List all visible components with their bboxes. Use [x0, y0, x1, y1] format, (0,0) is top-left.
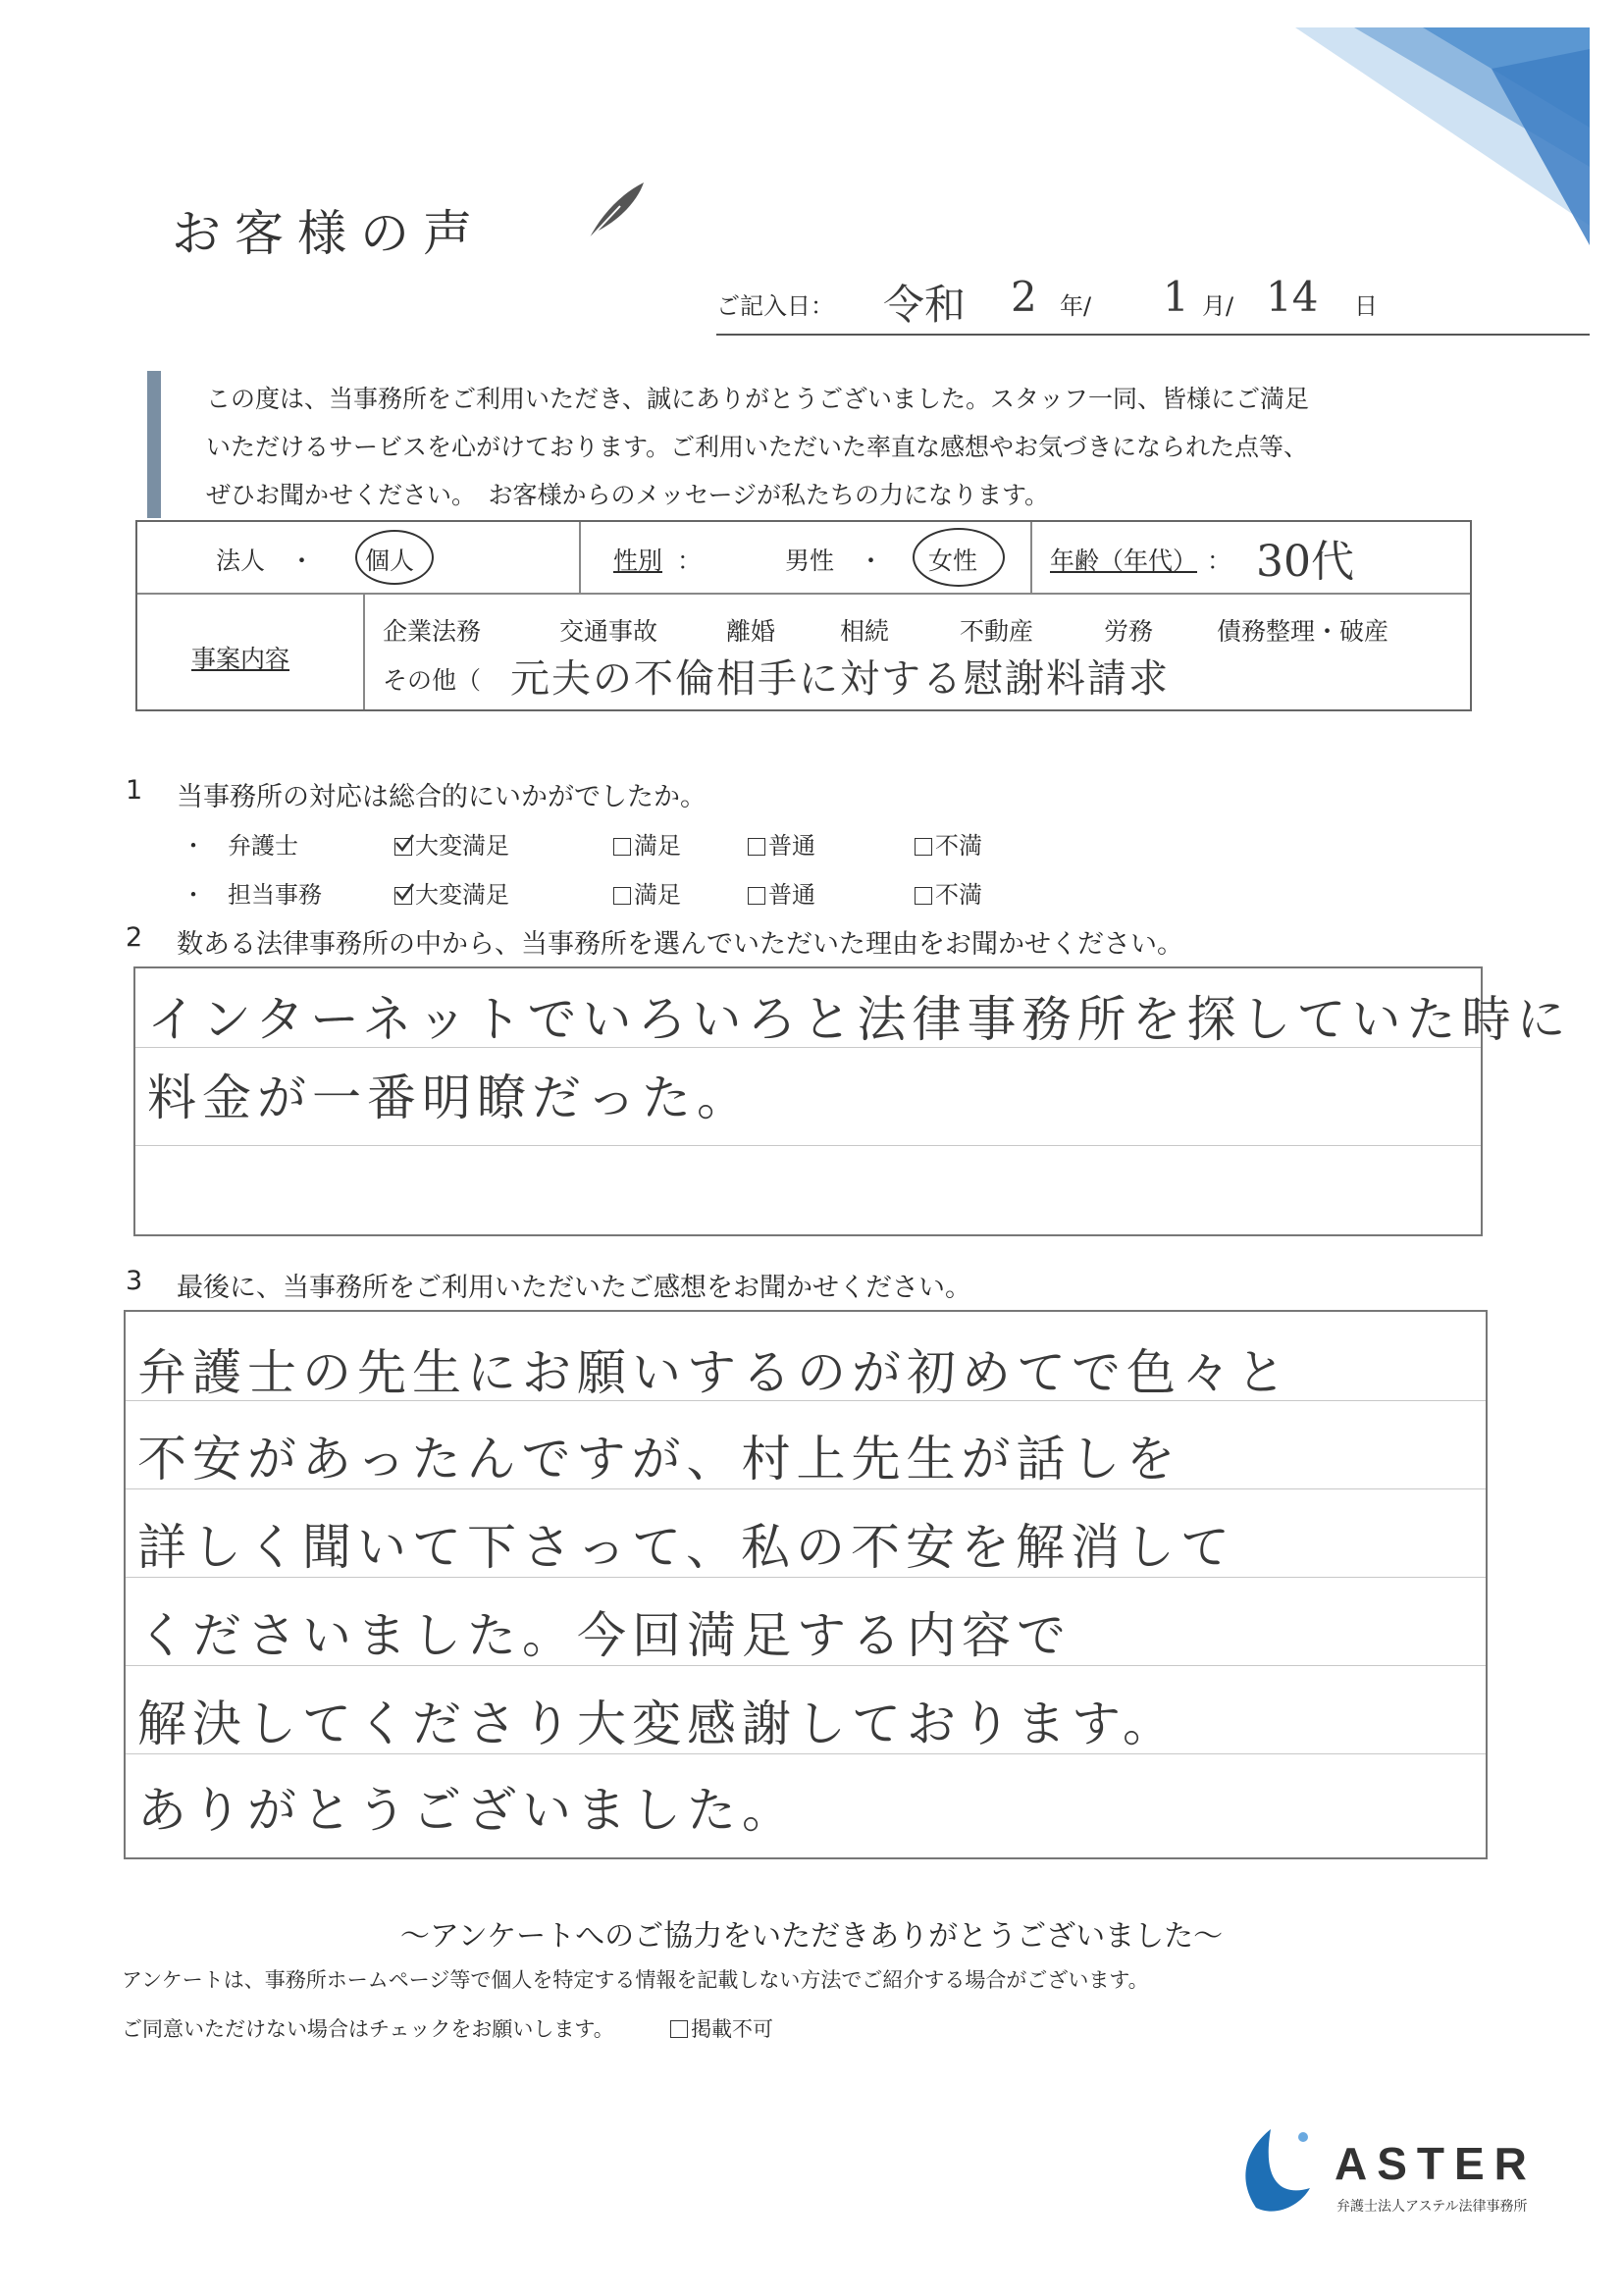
option-label: 大変満足: [415, 832, 509, 860]
consent-note: ご同意いただけない場合はチェックをお願いします。: [122, 2017, 614, 2041]
thanks-message: 〜アンケートへのご協力をいただきありがとうございました〜: [399, 1919, 1224, 1954]
q3-answer-line: 弁護士の先生にお願いするのが初めてで色々と: [137, 1344, 1291, 1401]
option-label: 大変満足: [415, 881, 509, 909]
q1-row-label: 弁護士: [228, 832, 298, 860]
selected-circle: [913, 528, 1005, 587]
aster-logo-subtitle: 弁護士法人アステル法律事務所: [1336, 2199, 1528, 2215]
intro-line: ぜひお聞かせください。 お客様からのメッセージが私たちの力になります。: [206, 481, 1050, 509]
q3-answer-line: ありがとうございました。: [137, 1782, 797, 1839]
no-publish-label: 掲載不可: [691, 2017, 773, 2041]
q3-answer-line: 不安があったんですが、村上先生が話しを: [137, 1431, 1181, 1487]
checkbox[interactable]: [748, 838, 765, 856]
info-table: [135, 520, 1472, 711]
intro-accent-bar: [147, 371, 161, 518]
intro-line: いただけるサービスを心がけております。ご利用いただいた率直な感想やお気づきになられた点等、: [206, 433, 1309, 461]
option-label: 満足: [634, 832, 681, 860]
q2-answer-line: インターネットでいろいろと法律事務所を探していた時に: [147, 991, 1572, 1048]
option-label: 満足: [634, 881, 681, 909]
date-year: 2: [1011, 273, 1037, 321]
gender-label: 性別: [613, 547, 663, 575]
date-underline: [716, 334, 1590, 336]
q3-answer-line: 詳しく聞いて下さって、私の不安を解消して: [137, 1519, 1235, 1576]
aster-logo-name: ASTER: [1335, 2138, 1537, 2189]
q1-row-label: 担当事務: [228, 881, 322, 909]
date-month-unit: 月/: [1202, 292, 1234, 320]
checkbox[interactable]: [670, 2020, 688, 2038]
rating-option[interactable]: [613, 875, 681, 910]
aster-logo-icon: [1217, 2119, 1325, 2227]
date-era: 令和: [883, 281, 967, 329]
q2-number: 2: [126, 922, 143, 953]
checkbox-checked[interactable]: [394, 838, 412, 856]
case-type: 離婚: [726, 617, 776, 646]
table-divider: [579, 522, 581, 593]
privacy-note: アンケートは、事務所ホームページ等で個人を特定する情報を記載しない方法でご紹介する場合がございます。: [122, 1968, 1149, 1992]
age-label: 年齢（年代）: [1050, 547, 1198, 575]
option-label: 不満: [935, 881, 982, 909]
case-type: 交通事故: [559, 617, 658, 646]
date-row: [716, 273, 1590, 332]
rating-option[interactable]: [613, 826, 681, 861]
rating-option[interactable]: [394, 826, 509, 861]
table-divider: [1030, 522, 1032, 593]
individual-option: 個人: [365, 547, 415, 575]
other-label: その他（: [383, 666, 482, 695]
q3-answer-box[interactable]: [124, 1310, 1488, 1859]
feather-icon: [581, 177, 650, 245]
date-day: 14: [1266, 273, 1319, 321]
q1-bullet: ・: [182, 881, 205, 909]
rating-option[interactable]: [748, 826, 815, 861]
checkbox[interactable]: [613, 887, 631, 905]
case-label: 事案内容: [191, 645, 290, 673]
date-year-unit: 年/: [1060, 292, 1092, 320]
female-option: 女性: [928, 547, 978, 575]
q3-answer-line: 解決してくださり大変感謝しております。: [137, 1696, 1178, 1752]
checkbox[interactable]: [915, 838, 932, 856]
date-month: 1: [1163, 273, 1189, 321]
intro-line: この度は、当事務所をご利用いただき、誠にありがとうございました。スタッフ一同、皆様にご満足: [206, 385, 1310, 413]
age-value: 30代: [1256, 537, 1354, 587]
checkbox-checked[interactable]: [394, 887, 412, 905]
checkbox[interactable]: [748, 887, 765, 905]
aster-logo: [1217, 2119, 1570, 2237]
no-publish-option[interactable]: [670, 2013, 773, 2043]
date-day-unit: 日: [1354, 292, 1378, 320]
q3-number: 3: [126, 1266, 143, 1296]
case-type: 労務: [1104, 617, 1154, 646]
checkbox[interactable]: [915, 887, 932, 905]
q3-answer-line: くださいました。今回満足する内容で: [137, 1607, 1072, 1664]
q1-number: 1: [126, 775, 143, 806]
q1-text: 当事務所の対応は総合的にいかがでしたか。: [177, 782, 707, 812]
rating-option[interactable]: [748, 875, 815, 910]
intro-text: [206, 375, 1521, 519]
ruled-line: [135, 1145, 1481, 1146]
option-label: 普通: [768, 881, 815, 909]
table-divider: [363, 593, 365, 709]
case-type: 債務整理・破産: [1217, 617, 1389, 646]
gender-colon: ：: [677, 547, 703, 575]
age-colon: ：: [1207, 547, 1232, 575]
q2-text: 数ある法律事務所の中から、当事務所を選んでいただいた理由をお聞かせください。: [177, 929, 1183, 960]
q3-text: 最後に、当事務所をご利用いただいたご感想をお聞かせください。: [177, 1273, 971, 1303]
corner-decoration: [1276, 20, 1590, 245]
rating-option[interactable]: [915, 875, 982, 910]
page-title: お客様の声: [172, 205, 486, 262]
other-value: 元夫の不倫相手に対する慰謝料請求: [510, 656, 1170, 702]
rating-option[interactable]: [915, 826, 982, 861]
case-type: 不動産: [960, 617, 1034, 646]
q2-answer-box[interactable]: [133, 966, 1572, 1236]
table-divider: [137, 593, 1470, 595]
male-option: 男性 ・: [785, 547, 884, 575]
date-label: ご記入日：: [716, 292, 834, 320]
q2-answer-line: 料金が一番明瞭だった。: [147, 1070, 752, 1126]
checkbox[interactable]: [613, 838, 631, 856]
case-type: 相続: [840, 617, 890, 646]
option-label: 普通: [768, 832, 815, 860]
rating-option[interactable]: [394, 875, 509, 910]
corp-option: 法人 ・: [216, 547, 315, 575]
option-label: 不満: [935, 832, 982, 860]
q1-bullet: ・: [182, 832, 205, 860]
selected-circle: [355, 530, 434, 585]
case-type: 企業法務: [383, 617, 482, 646]
